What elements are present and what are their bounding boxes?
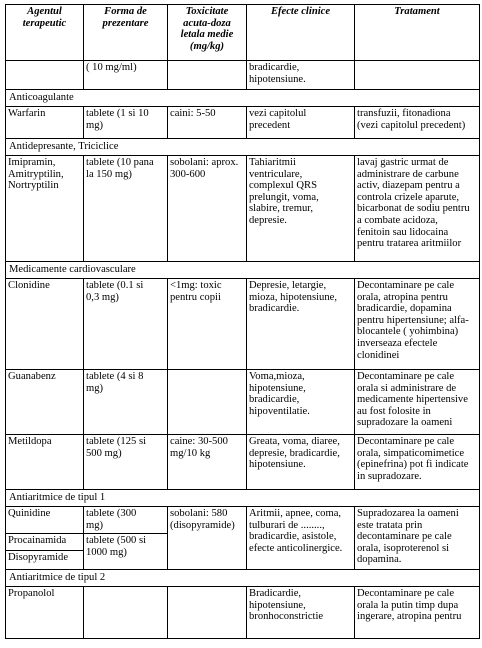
table-row [6,107,480,139]
form-cell: tablete (10 pana la 150 mg) [84,156,168,262]
treatment-cell: transfuzii, fitonadiona (vezi capitolul precedent) [355,107,480,139]
section-row [6,490,480,507]
section-title: Anticoagulante [6,90,480,107]
effects-cell: Bradicardie, hipotensiune, bronhoconstrictie [247,587,355,639]
agent-cell: Disopyramide [6,551,84,570]
agent-cell: Guanabenz [6,370,84,435]
treatment-cell: Decontaminare pe cale orala, simpaticomimetice (epinefrina) pot fi indicate in supradozare. [355,435,480,490]
treatment-cell: Supradozarea la oameni este tratata prin decontaminare pe cale orala, isoproterenol si dopamina. [355,507,480,570]
header-agent: Agentul terapeutic [6,5,84,61]
form-cell [84,587,168,639]
effects-cell: Aritmii, apnee, coma, tulburari de ........, bradicardie, asistole, efecte anticolinergice. [247,507,355,570]
form-cell: tablete (300 mg) [84,507,168,534]
section-title: Antiaritmice de tipul 1 [6,490,480,507]
section-row [6,262,480,279]
effects-cell: Voma,mioza, hipotensiune, bradicardie, hipoventilatie. [247,370,355,435]
effects-cell: Greata, voma, diaree, depresie, bradicardie, hipotensiune. [247,435,355,490]
header-clinical-effects: Efecte clinice [247,5,355,61]
table-row [6,435,480,490]
effects-cell: Depresie, letargie, mioza, hipotensiune, bradicardie. [247,279,355,370]
section-title: Antidepresante, Triciclice [6,139,480,156]
agent-cell: Clonidine [6,279,84,370]
toxicity-table [5,4,480,639]
agent-cell: Quinidine [6,507,84,534]
header-form: Forma de prezentare [84,5,168,61]
toxicity-cell [168,370,247,435]
agent-cell: Imipramin, Amitryptilin, Nortryptilin [6,156,84,262]
section-title: Medicamente cardiovasculare [6,262,480,279]
table-row [6,370,480,435]
toxicity-cell: caine: 30-500 mg/10 kg [168,435,247,490]
toxicity-cell [168,587,247,639]
table-row [6,587,480,639]
treatment-cell: lavaj gastric urmat de administrare de carbune activ, diazepam pentru a controla crizele aparute, bicarbonat de sodiu pentru a combate acidoza, fenitoin sau lidocaina pentru tratarea aritmiilor [355,156,480,262]
effects-cell: bradicardie, hipotensiune. [247,61,355,90]
section-row [6,139,480,156]
treatment-cell: Decontaminare pe cale orala si administrare de medicamente hipertensive au fost folosite in supradozare la oameni [355,370,480,435]
treatment-cell: Decontaminare pe cale orala, atropina pentru bradicardie, dopamina pentru hipertensiune; alfa- blocantele ( yohimbina) inverseaza efectele clonidinei [355,279,480,370]
header-row [6,5,480,61]
treatment-cell [355,61,480,90]
agent-cell: Metildopa [6,435,84,490]
form-cell: tablete (0.1 si 0,3 mg) [84,279,168,370]
treatment-cell: Decontaminare pe cale orala la putin timp dupa ingerare, atropina pentru [355,587,480,639]
form-cell: tablete (1 si 10 mg) [84,107,168,139]
table-row [6,61,480,90]
toxicity-cell: sobolani: 580 (disopyramide) [168,507,247,570]
agent-cell: Warfarin [6,107,84,139]
toxicity-cell: caini: 5-50 [168,107,247,139]
effects-cell: Tahiaritmii ventriculare, complexul QRS prelungit, voma, slabire, tremur, depresie. [247,156,355,262]
agent-cell: Procainamida [6,534,84,551]
form-cell: ( 10 mg/ml) [84,61,168,90]
form-cell: tablete (125 si 500 mg) [84,435,168,490]
toxicity-cell [168,61,247,90]
header-toxicity: Toxicitate acuta-doza letala medie (mg/kg) [168,5,247,61]
form-cell: tablete (4 si 8 mg) [84,370,168,435]
section-title: Antiaritmice de tipul 2 [6,570,480,587]
table-row [6,279,480,370]
form-cell: tablete (500 si 1000 mg) [84,534,168,570]
section-row [6,90,480,107]
table-row [6,507,480,534]
table-row [6,156,480,262]
section-row [6,570,480,587]
toxicity-cell: sobolani: aprox. 300-600 [168,156,247,262]
header-treatment: Tratament [355,5,480,61]
agent-cell [6,61,84,90]
toxicity-cell: <1mg: toxic pentru copii [168,279,247,370]
effects-cell: vezi capitolul precedent [247,107,355,139]
agent-cell: Propanolol [6,587,84,639]
